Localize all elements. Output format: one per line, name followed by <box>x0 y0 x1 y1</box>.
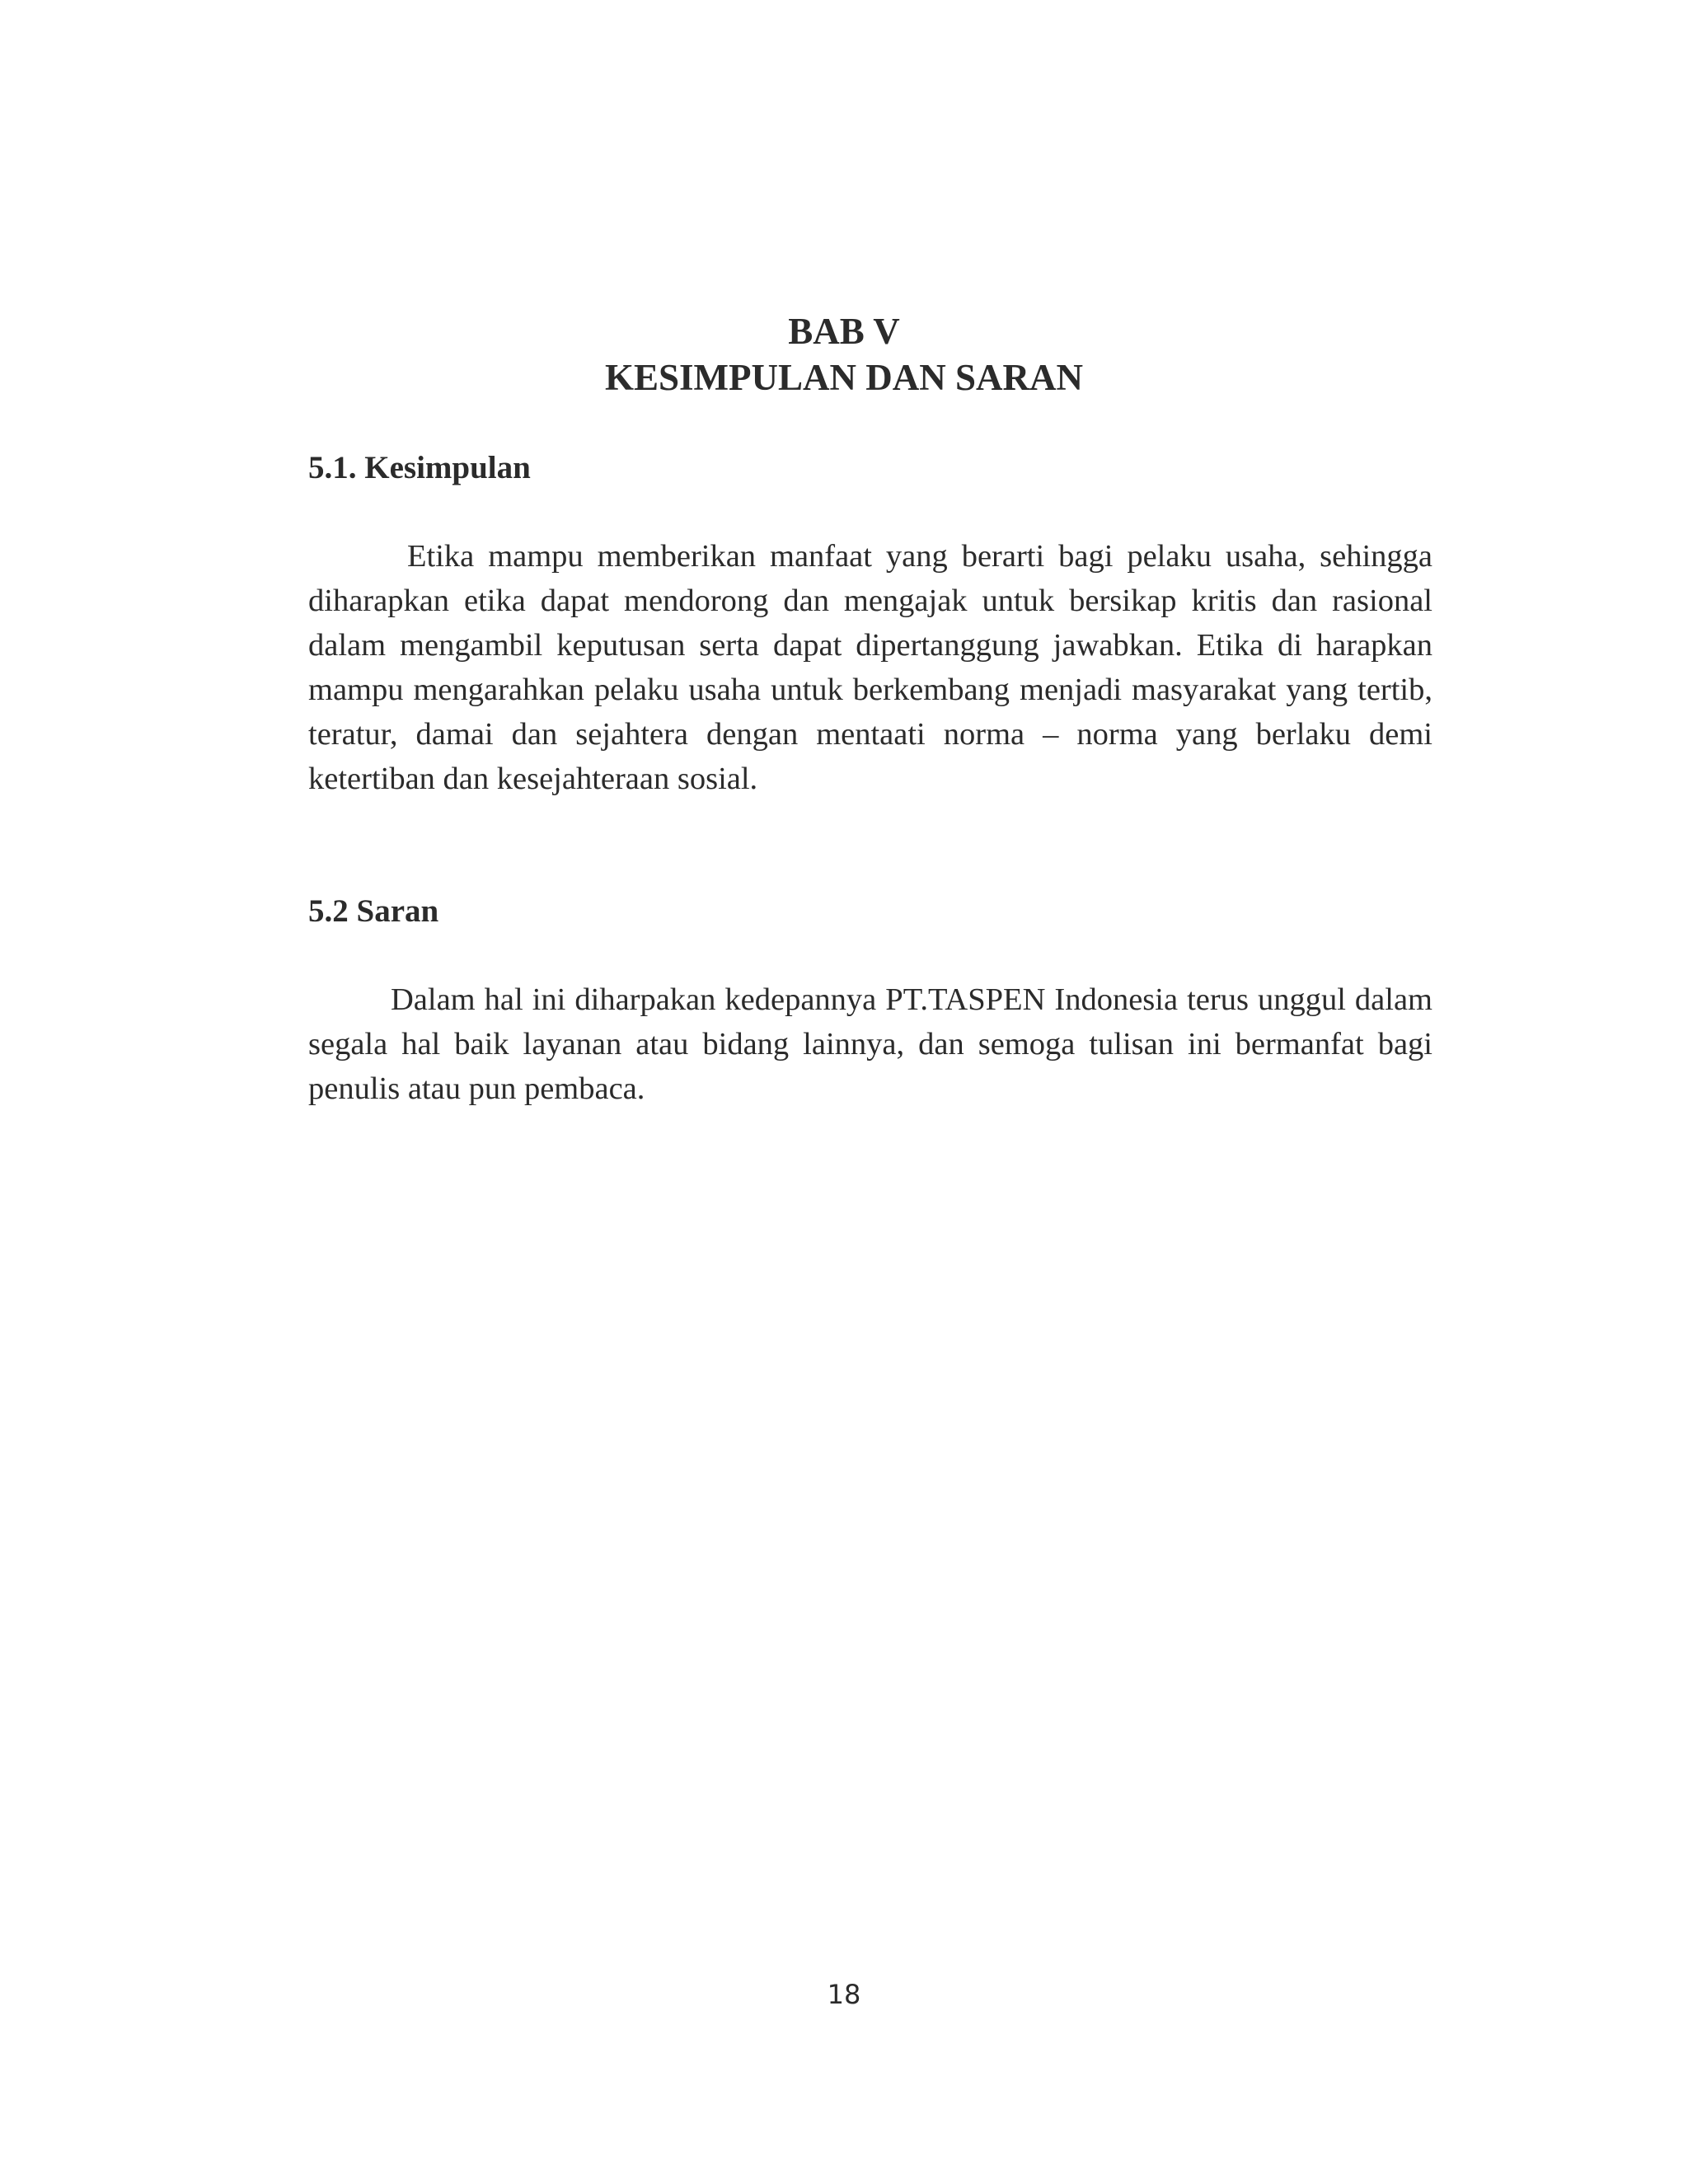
paragraph-saran: Dalam hal ini diharpakan kedepannya PT.TASPEN Indonesia terus unggul dalam segala hal baik layanan atau bidang lainnya, dan semoga tulisan ini bermanfat bagi penulis atau pun pembaca. <box>308 982 1432 1106</box>
chapter-heading <box>0 308 1688 401</box>
chapter-title: KESIMPULAN DAN SARAN <box>604 357 1084 398</box>
section-heading-kesimpulan: 5.1. Kesimpulan <box>308 450 531 485</box>
page-number: 18 <box>827 1979 861 2010</box>
section-heading-saran: 5.2 Saran <box>308 893 439 929</box>
paragraph-kesimpulan: Etika mampu memberikan manfaat yang berarti bagi pelaku usaha, sehingga diharapkan etika dapat mendorong dan mengajak untuk bersikap kritis dan rasional dalam mengambil keputusan serta dapat dipertanggung jawabkan. Etika di harapkan mampu mengarahkan pelaku usaha untuk berkembang menjadi masyarakat yang tertib, teratur, damai dan sejahtera dengan mentaati norma – norma yang berlaku demi ketertiban dan kesejahteraan sosial. <box>308 539 1432 796</box>
chapter-number: BAB V <box>788 311 900 352</box>
